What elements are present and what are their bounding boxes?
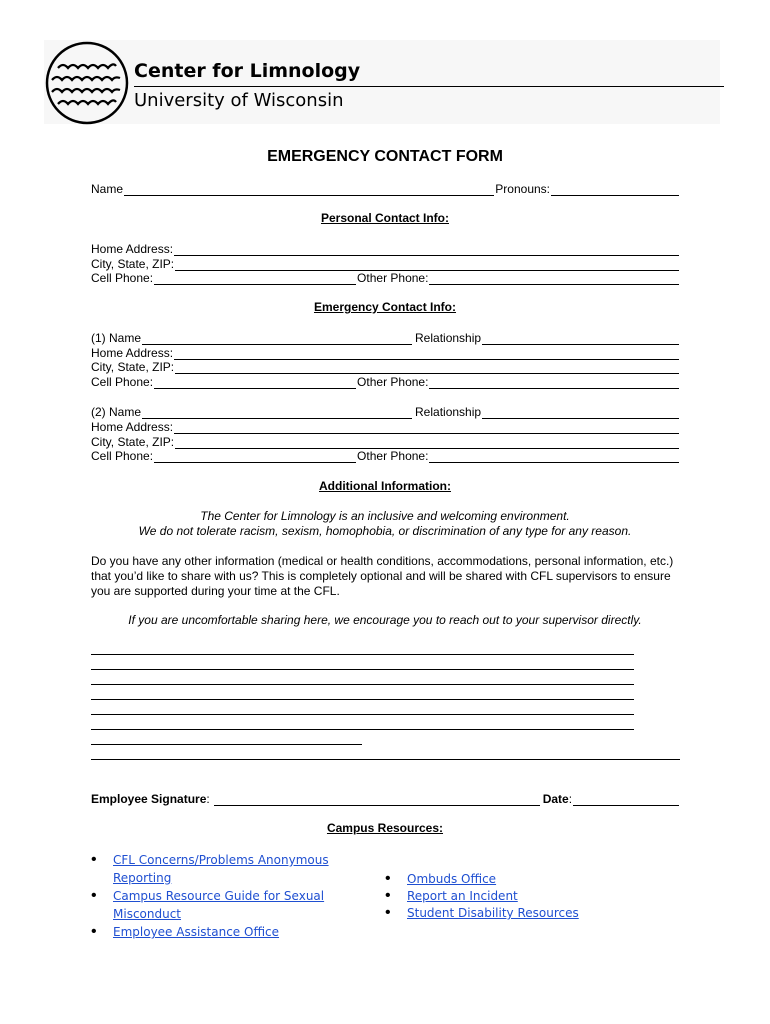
signature-row: Employee Signature : Date :: [91, 791, 680, 806]
other-phone-field[interactable]: [429, 274, 679, 285]
contact-2-other-field[interactable]: [429, 452, 679, 463]
contact-1-relationship-field[interactable]: [482, 334, 679, 345]
resource-item: • Ombuds Office: [385, 870, 497, 887]
supervisor-note: If you are uncomfortable sharing here, we encourage you to reach out to your supervisor directly.: [128, 613, 642, 627]
additional-info-line[interactable]: [91, 699, 634, 700]
personal-heading: Personal Contact Info:: [320, 211, 449, 225]
cell-phone-field[interactable]: [154, 274, 356, 285]
resource-link-anonymous-reporting[interactable]: CFL Concerns/Problems Anonymous Reporting: [113, 853, 329, 885]
contact-1-relationship-label: Relationship: [415, 331, 482, 345]
resources-right-list: [385, 870, 685, 921]
contact-1-address-label: Home Address:: [91, 346, 174, 360]
contact-1-name-row: [91, 330, 680, 345]
date-label: Date: [542, 792, 569, 806]
header-divider: [134, 86, 724, 87]
home-address-label: Home Address:: [91, 242, 174, 256]
name-field[interactable]: [124, 185, 494, 196]
pronouns-field[interactable]: [551, 185, 679, 196]
additional-heading: Additional Information:: [319, 479, 451, 493]
contact-1-city-row: [91, 359, 680, 374]
contact-2-address-row: [91, 419, 680, 434]
contact-1-address-row: [91, 345, 680, 360]
additional-paragraph: Do you have any other information (medical or health conditions, accommodations, personal information, etc.) that you’d like to share with us? This is completely optional and will be shared with CFL supervisors to ensure you are supported during your time at the CFL.: [91, 554, 674, 598]
contact-2-cell-label: Cell Phone:: [91, 449, 154, 463]
name-row: [91, 181, 680, 196]
inclusion-statement: The Center for Limnology is an inclusive and welcoming environment.: [200, 509, 570, 523]
header-banner: [44, 40, 720, 124]
contact-2-cell-field[interactable]: [154, 452, 356, 463]
additional-info-line[interactable]: [91, 729, 634, 730]
contact-2-other-label: Other Phone:: [357, 449, 429, 463]
resource-link-report-incident[interactable]: Report an Incident: [407, 889, 518, 903]
additional-info-line[interactable]: [91, 714, 634, 715]
emergency-heading: Emergency Contact Info:: [313, 300, 457, 314]
contact-2-relationship-field[interactable]: [482, 408, 679, 419]
contact-2-city-row: [91, 434, 680, 449]
contact-2-relationship-label: Relationship: [415, 405, 482, 419]
contact-1-other-field[interactable]: [429, 378, 679, 389]
contact-1-name-field[interactable]: [142, 334, 412, 345]
resource-item: • Campus Resource Guide for Sexual Misconduct: [91, 887, 325, 921]
resource-item: • Report an Incident: [385, 887, 518, 904]
contact-1-name-label: (1) Name: [91, 331, 142, 345]
personal-city-row: [91, 256, 680, 271]
resource-item: • Employee Assistance Office: [91, 923, 280, 940]
additional-info-line[interactable]: [91, 759, 680, 760]
signature-label: Employee Signature: [91, 792, 207, 806]
additional-info-line[interactable]: [91, 654, 634, 655]
contact-1-city-label: City, State, ZIP:: [91, 360, 175, 374]
additional-info-line[interactable]: [91, 684, 634, 685]
resource-link-employee-assistance[interactable]: Employee Assistance Office: [113, 925, 280, 939]
personal-phone-row: [91, 270, 680, 285]
city-state-zip-label: City, State, ZIP:: [91, 257, 175, 271]
additional-info-line[interactable]: [91, 669, 634, 670]
contact-2-address-label: Home Address:: [91, 420, 174, 434]
university-name: University of Wisconsin: [134, 90, 344, 111]
other-phone-label: Other Phone:: [357, 271, 429, 285]
resource-item: • CFL Concerns/Problems Anonymous Reporting: [91, 851, 329, 885]
resources-left-list: [91, 851, 331, 941]
cell-phone-label: Cell Phone:: [91, 271, 154, 285]
waves-logo-icon: [44, 40, 130, 126]
resource-link-sexual-misconduct[interactable]: Campus Resource Guide for Sexual Misconduct: [113, 889, 325, 921]
contact-2-city-label: City, State, ZIP:: [91, 435, 175, 449]
contact-1-other-label: Other Phone:: [357, 375, 429, 389]
resource-link-disability[interactable]: Student Disability Resources: [407, 906, 579, 920]
contact-2-name-label: (2) Name: [91, 405, 142, 419]
contact-1-cell-label: Cell Phone:: [91, 375, 154, 389]
contact-1-cell-field[interactable]: [154, 378, 356, 389]
home-address-field[interactable]: [174, 245, 679, 256]
date-field[interactable]: [573, 795, 679, 806]
resource-item: • Student Disability Resources: [385, 904, 579, 921]
org-name: Center for Limnology: [134, 60, 361, 82]
contact-1-phone-row: [91, 374, 680, 389]
additional-info-line[interactable]: [91, 744, 362, 745]
discrimination-statement: We do not tolerate racism, sexism, homophobia, or discrimination of any type for any reason.: [138, 524, 632, 538]
signature-field[interactable]: [214, 795, 540, 806]
contact-2-name-field[interactable]: [142, 408, 412, 419]
contact-2-address-field[interactable]: [174, 423, 679, 434]
contact-2-phone-row: [91, 448, 680, 463]
resource-link-ombuds[interactable]: Ombuds Office: [407, 872, 497, 886]
name-label: Name: [91, 182, 124, 196]
form-title: EMERGENCY CONTACT FORM: [267, 148, 503, 165]
pronouns-label: Pronouns:: [495, 182, 550, 196]
contact-1-city-field[interactable]: [175, 363, 679, 374]
resources-heading: Campus Resources:: [326, 821, 444, 835]
personal-address-row: [91, 241, 680, 256]
contact-2-name-row: [91, 404, 680, 419]
